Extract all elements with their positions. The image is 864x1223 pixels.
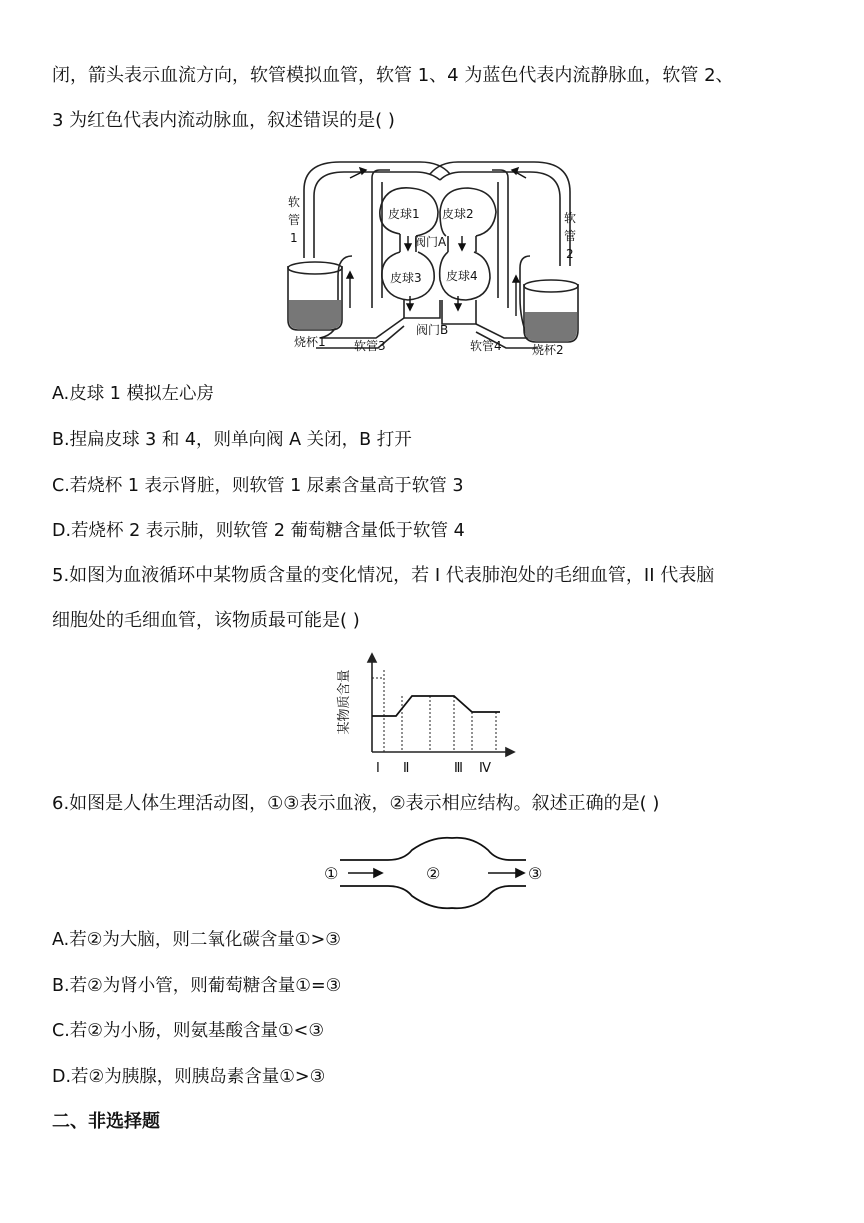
label-tube3: 软管3 <box>354 339 386 353</box>
label-ball3: 皮球3 <box>390 271 422 285</box>
label-tube1-char1: 软 <box>288 195 301 209</box>
chart-ylabel: 某物质含量 <box>337 669 352 735</box>
label-organ: ② <box>426 864 441 883</box>
inner-frame <box>372 170 390 308</box>
label-blood-in: ① <box>324 864 339 883</box>
label-beaker1: 烧杯1 <box>294 335 326 349</box>
label-ball2: 皮球2 <box>442 207 474 221</box>
q6-option-b: B.若②为肾小管，则葡萄糖含量①=③ <box>52 976 342 996</box>
label-tube2-char1: 软 <box>564 211 577 225</box>
q6-option-a: A.若②为大脑，则二氧化碳含量①>③ <box>52 930 341 950</box>
q6-option-c: C.若②为小肠，则氨基酸含量①<③ <box>52 1021 325 1041</box>
beaker1-liquid <box>289 300 341 329</box>
q6-option-d: D.若②为胰腺，则胰岛素含量①>③ <box>52 1067 326 1087</box>
section-heading: 二、非选择题 <box>52 1111 160 1132</box>
label-ball4: 皮球4 <box>446 269 478 283</box>
label-tube1-char3: 1 <box>290 231 298 245</box>
tick-I: Ⅰ <box>376 761 380 776</box>
tick-IV: Ⅳ <box>479 761 491 776</box>
label-tube2-char3: 2 <box>566 247 574 261</box>
q4-stem-line1: 闭，箭头表示血流方向，软管模拟血管，软管 1、4 为蓝色代表内流静脉血，软管 2、 <box>52 65 734 86</box>
q5-stem-line2: 细胞处的毛细血管，该物质最可能是( ) <box>52 610 360 631</box>
beaker2-liquid <box>525 312 577 341</box>
label-tube2-char2: 管 <box>564 229 577 243</box>
label-valve-b: 阀门B <box>416 323 449 337</box>
heart-model-diagram <box>280 148 600 358</box>
substance-line <box>372 696 500 716</box>
q6-stem: 6.如图是人体生理活动图，①③表示血液，②表示相应结构。叙述正确的是( ) <box>52 793 660 814</box>
q4-option-a: A.皮球 1 模拟左心房 <box>52 384 214 404</box>
label-blood-out: ③ <box>528 864 543 883</box>
label-valve-a: 阀门A <box>414 235 447 249</box>
label-ball1: 皮球1 <box>388 207 420 221</box>
tick-II: Ⅱ <box>403 761 410 776</box>
label-beaker2: 烧杯2 <box>532 343 564 357</box>
organ-flow-diagram <box>320 838 550 910</box>
label-tube4: 软管4 <box>470 339 502 353</box>
q4-option-c: C.若烧杯 1 表示肾脏，则软管 1 尿素含量高于软管 3 <box>52 476 464 496</box>
label-tube1-char2: 管 <box>288 213 301 227</box>
q4-stem-line2: 3 为红色代表内流动脉血，叙述错误的是( ) <box>52 110 395 131</box>
q5-stem-line1: 5.如图为血液循环中某物质含量的变化情况，若 I 代表肺泡处的毛细血管，II 代表脑 <box>52 565 715 586</box>
q4-option-b: B.捏扁皮球 3 和 4，则单向阀 A 关闭，B 打开 <box>52 430 412 450</box>
tube4 <box>476 256 530 338</box>
substance-change-chart <box>337 652 520 776</box>
tick-III: Ⅲ <box>454 761 463 776</box>
q4-option-d: D.若烧杯 2 表示肺，则软管 2 葡萄糖含量低于软管 4 <box>52 521 465 541</box>
